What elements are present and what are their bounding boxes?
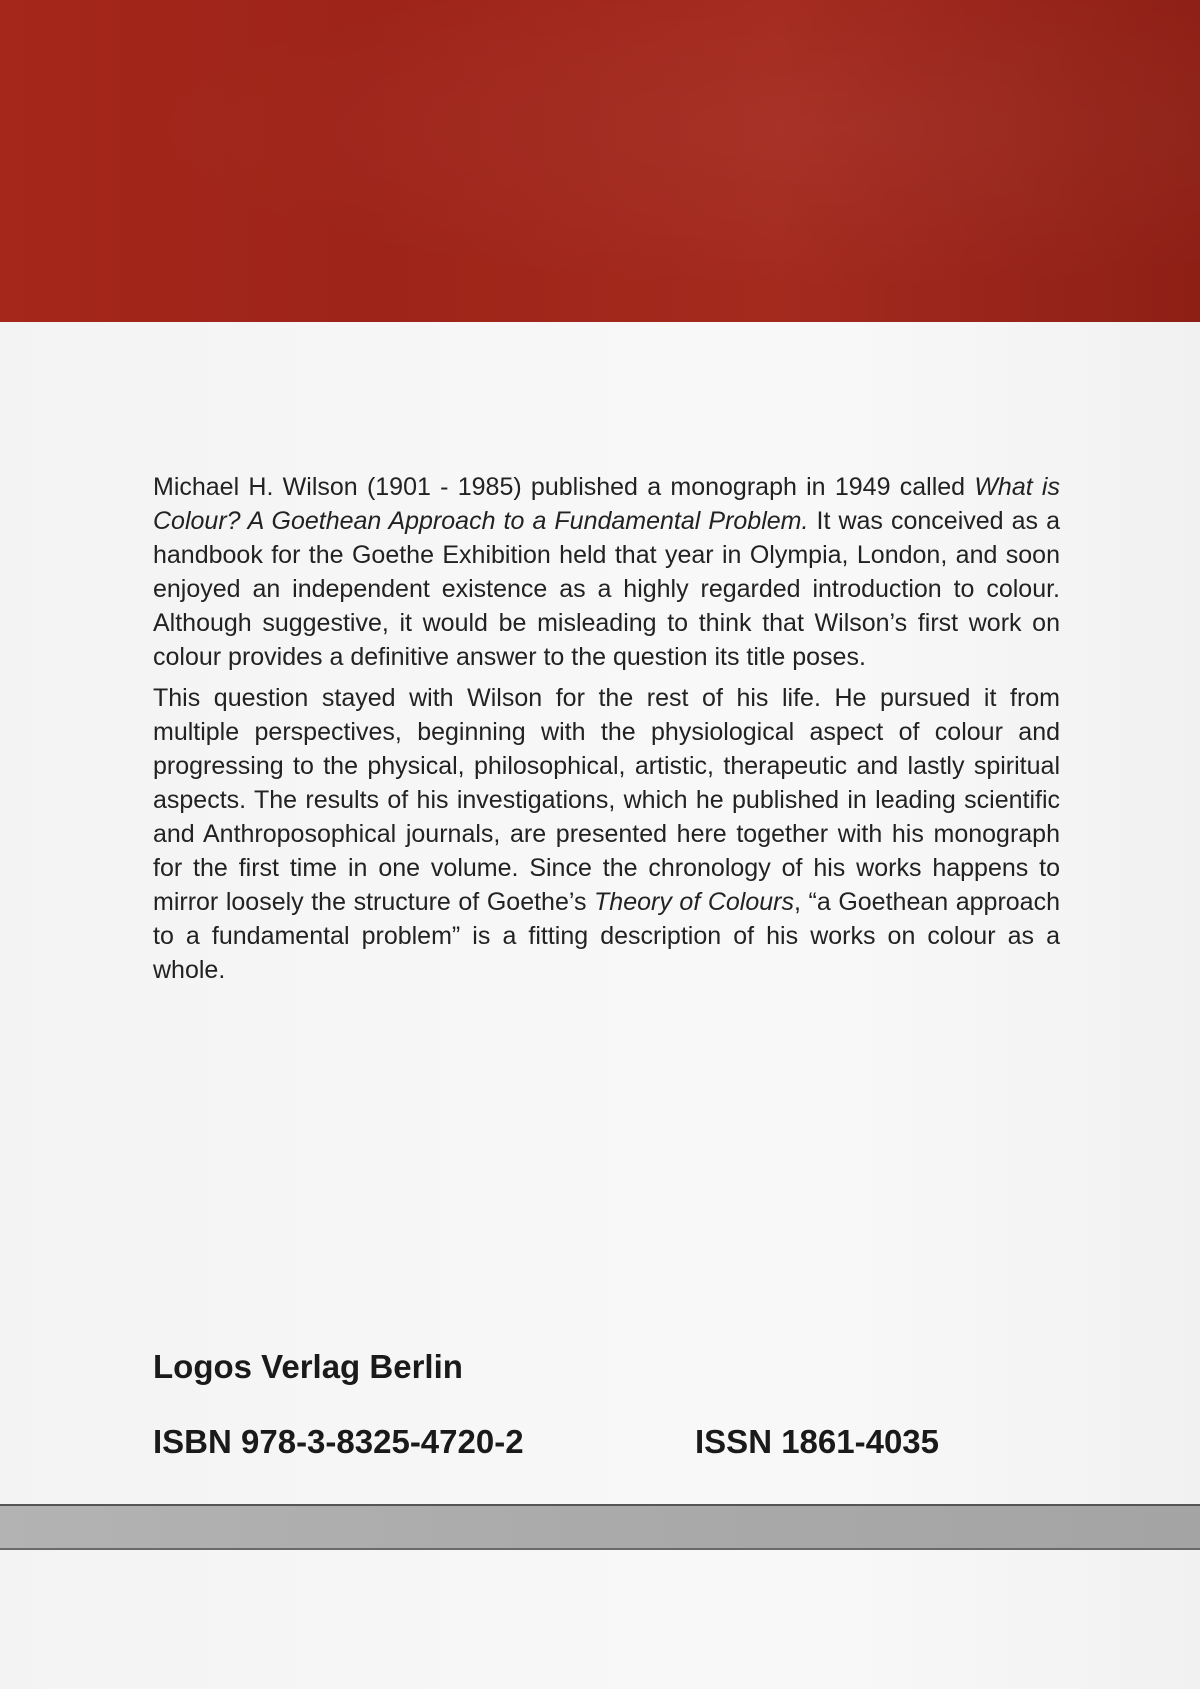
- blurb-text-span: This question stayed with Wilson for the rest of his life. He pursued it from multiple perspectives, beginning with the physiological aspect of colour and progressing to the physical, philosophical, artistic, therapeutic and lastly spiritual aspects. The results of his investigations, which he published in leading scientific and Anthroposophical journals, are presented here together with his monograph for the first time in one volume. Since the chronology of his works happens to mirror loosely the structure of Goethe’s: [153, 684, 1060, 916]
- blurb-paragraph: [153, 470, 1060, 674]
- issn: ISSN 1861-4035: [695, 1423, 940, 1460]
- isbn: ISBN 978-3-8325-4720-2: [153, 1423, 524, 1460]
- book-title-italic: Theory of Colours: [594, 888, 794, 916]
- top-red-band: [0, 0, 1200, 322]
- blurb-text-span: It was conceived as a handbook for the Goethe Exhibition held that year in Olympia, London, and soon enjoyed an independent existence as a highly regarded introduction to colour. Although suggestive, it would be misleading to think that Wilson’s first work on colour provides a definitive answer to the question its title poses.: [153, 507, 1060, 671]
- blurb-text: [153, 470, 1060, 994]
- blurb-text-span: , “a Goethean approach to a fundamental problem” is a fitting description of his works on colour as a whole.: [153, 888, 1060, 984]
- book-title-italic: What is Colour? A Goethean Approach to a Fundamental Problem.: [153, 473, 1060, 535]
- blurb-paragraph: [153, 681, 1060, 987]
- bottom-grey-band: [0, 1504, 1200, 1550]
- blurb-text-span: Michael H. Wilson (1901 - 1985) published a monograph in 1949 called: [153, 473, 975, 501]
- publisher-name: Logos Verlag Berlin: [153, 1348, 463, 1385]
